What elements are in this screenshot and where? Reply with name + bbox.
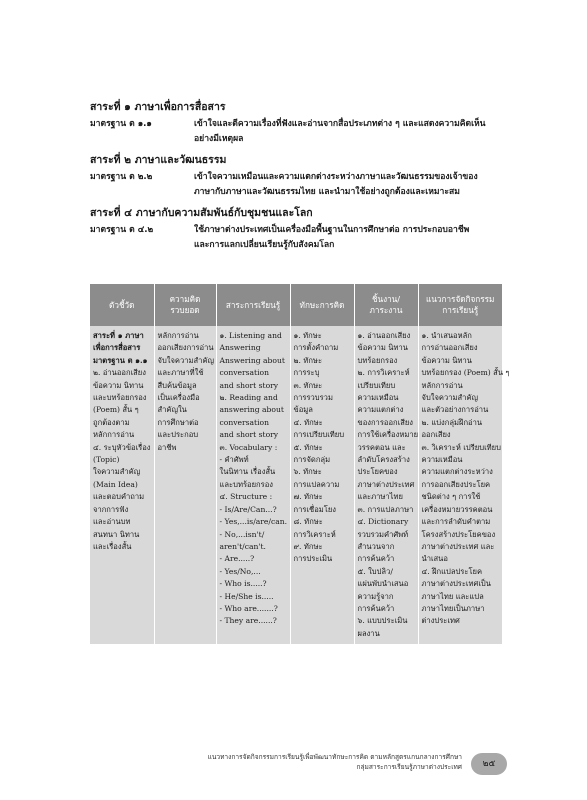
footer-line: แนวทางการจัดกิจกรรมการเรียนรู้เพื่อพัฒนาทักษะการคิด ตามหลักสูตรแกนกลางการศึกษา [207,753,462,761]
strand-heading-3: สาระที่ ๔ ภาษากับความสัมพันธ์กับชุมชนและโลก [90,207,313,219]
cell-line: จับใจความสำคัญ [421,393,478,403]
cell-line: แผ่นพับนำเสนอ [357,579,409,589]
cell-line: ผลงาน [357,628,380,638]
cell-line: และบทร้อยกรอง [93,393,147,403]
header-line: แนวการจัดกิจกรรม [426,294,495,304]
header-workpiece [354,284,418,326]
cell-line: วรรคตอน และ [357,442,406,452]
cell-line: and short story [219,430,279,440]
cell-line: หลักการอ่าน [93,430,135,440]
cell-line: ข้อความ นิทาน [93,380,144,390]
cell-line: ๒. ทักษะ [293,355,323,365]
page-number: ๒๕ [471,753,507,775]
cell-line: ๗. ทักษะ [293,492,323,502]
cell-line: - No,...isn't/ [219,529,265,539]
cell-line: ความเหมือน [421,455,463,465]
cell-line: การรวบรวม [293,393,333,403]
table-row [90,326,502,644]
cell-line: การค้นคว้า [357,603,395,613]
cell-line: ๓. ทักษะ [293,380,323,390]
cell-line: answering about [219,405,284,415]
cell-line: การเปรียบเทียบ [293,430,345,440]
cell-line: บทร้อยกรอง (Poem) สั้น ๆ [421,368,510,378]
curriculum-table [90,284,510,644]
cell-line: - Who are.......? [219,603,278,613]
cell-line: สาระที่ ๑ ภาษา [93,331,144,340]
cell-line: การเชื่อมโยง [293,504,336,514]
cell-line: ภาษาไทยเป็นภาษา [421,603,485,613]
standard-line: และการแลกเปลี่ยนเรียนรู้กับสังคมโลก [194,240,335,250]
cell-line: ๒. อ่านออกเสียง [93,368,146,378]
cell-line: ในนิทาน เรื่องสั้น [219,467,276,477]
cell-line: (Poem) สั้น ๆ [93,405,139,415]
header-activities [418,284,502,326]
cell-line: รวบรวมคำศัพท์ [357,529,409,539]
cell-line: และอ่านบท [93,517,131,527]
cell-line: และตัวอย่างการอ่าน [421,405,489,415]
cell-line: การใช้เครื่องหมาย [357,430,419,440]
cell-line: ภาษาต่างประเทศเป็น [421,579,491,589]
standard-text [194,117,502,147]
workpiece-cell [354,326,418,644]
cell-line: ๖. ทักษะ [293,467,322,477]
cell-line: ๒. การวิเคราะห์ [357,368,410,378]
cell-line: - Yes/No,... [219,566,261,576]
cell-line: การแปลความ [293,479,340,489]
cell-line: การจัดกลุ่ม [293,455,331,465]
standard-1 [90,117,502,147]
cell-line: - Yes,...is/are/can. [219,517,288,527]
cell-line: สนทนา นิทาน [93,529,140,539]
cell-line: และตอบคำถาม [93,492,145,502]
strand-heading-1: สาระที่ ๑ ภาษาเพื่อการสื่อสาร [90,101,226,113]
cell-line: สำคัญใน [157,405,187,415]
standards-section [90,100,502,253]
cell-line: หลักการอ่าน [421,380,463,390]
cell-line: ๒. Reading and [219,393,278,403]
cell-line: ข้อความ นิทาน [421,355,472,365]
cell-line: (Topic) [93,455,120,465]
cell-line: การวิเคราะห์ [293,529,336,539]
cell-line: ๑. อ่านออกเสียง [357,331,411,340]
cell-line: การศึกษาต่อ [157,417,199,427]
cell-line: เครื่องหมายวรรคตอน [421,504,493,514]
cell-line: เพื่อการสื่อสาร [93,343,141,353]
cell-line: ข้อความ นิทาน [357,343,408,353]
cell-line: ๑. นำเสนอหลัก [421,331,472,340]
standard-text [194,223,502,253]
cell-line: และภาษาที่ใช้ [157,368,204,378]
cell-line: ลำดับโครงสร้าง [357,455,410,465]
cell-line: ภาษาต่างประเทศ [357,479,415,489]
cell-line: สืบค้นข้อมูล [157,380,197,390]
cell-line: ความแตกต่างระหว่าง [421,467,493,477]
cell-line: อาชีพ [157,442,177,452]
standard-text [194,170,502,200]
cell-line: เป็นเครื่องมือ [157,393,200,403]
cell-line: บทร้อยกรอง [357,355,398,365]
cell-line: ๙. ทักษะ [293,541,323,551]
standard-line: เข้าใจและตีความเรื่องที่ฟังและอ่านจากสื่อประเภทต่าง ๆ และแสดงความคิดเห็น [194,119,486,129]
cell-line: ๔. ระบุหัวข้อเรื่อง [93,442,151,452]
cell-line: โครงสร้างประโยคของ [421,529,496,539]
header-line: ภาระงาน [369,305,403,315]
cell-line: ความแตกต่าง [357,405,404,415]
cell-line: and short story [219,380,279,390]
cell-line: การตั้งคำถาม [293,343,339,353]
cell-line: ๓. วิเคราะห์ เปรียบเทียบ [421,442,501,452]
cell-line: ๓. Vocabulary : [219,442,278,452]
learning-content-cell [216,326,290,644]
standard-label: มาตรฐาน ต ๔.๒ [90,225,154,235]
cell-line: ความรู้จาก [357,591,394,601]
cell-line: - He/She is..... [219,591,274,601]
header-line: ชิ้นงาน/ [371,294,401,304]
header-indicator [90,284,154,326]
cell-line: ประโยคของ [357,467,398,477]
cell-line: และประกอบ [157,430,199,440]
cell-line: สำนวนจาก [357,541,395,551]
header-line: ความคิด [169,294,201,304]
standard-label: มาตรฐาน ต ๒.๒ [90,172,153,182]
cell-line: ๔. ฝึกแปลประโยค [421,566,483,576]
cell-line: - They are......? [219,616,277,626]
cell-line: และบทร้อยกรอง [219,479,273,489]
cell-line: ๕. ใบปลิว/ [357,566,393,576]
cell-line: มาตรฐาน ต ๑.๑ [93,355,148,365]
cell-line: ๑. Listening and [219,331,282,340]
standard-line: ภาษากับภาษาและวัฒนธรรมไทย และนำมาใช้อย่างถูกต้องและเหมาะสม [194,187,460,197]
cell-line: การประเมิน [293,554,333,564]
cell-line: ๕. ทักษะ [293,442,323,452]
page-footer [200,752,462,772]
cell-line: ใจความสำคัญ [93,467,141,477]
cell-line: ภาษาไทย และแปล [421,591,484,601]
cell-line: ๔. Dictionary [357,517,409,527]
header-content [216,284,290,326]
cell-line: - Is/Are/Can...? [219,504,277,514]
cell-line: การค้นคว้า [357,554,395,564]
cell-line: ๔. ทักษะ [293,417,323,427]
cell-line: ข้อมูล [293,405,313,415]
cell-line: การออกเสียงประโยค [421,479,491,489]
cell-line: จากการฟัง [93,504,129,514]
header-skills [290,284,354,326]
cell-line: และเรื่องสั้น [93,541,132,551]
standard-line: อย่างมีเหตุผล [194,134,244,144]
cell-line: Answering about [219,355,285,365]
strand-heading-2: สาระที่ ๒ ภาษาและวัฒนธรรม [90,154,227,166]
cell-line: (Main Idea) [93,479,138,489]
cell-line: ถูกต้องตาม [93,417,130,427]
cell-line: ๘. ทักษะ [293,517,323,527]
header-concept [154,284,216,326]
cell-line: และการลำดับคำตาม [421,517,491,527]
header-line: ตัวชี้วัด [109,299,135,310]
cell-line: conversation [219,417,269,427]
cell-line: ของการออกเสียง [357,417,414,427]
cell-line: ๒. แบ่งกลุ่มฝึกอ่าน [421,417,483,427]
cell-line: - คำศัพท์ [219,455,249,465]
cell-line: นำเสนอ [421,554,448,564]
standard-line: เข้าใจความเหมือนและความแตกต่างระหว่างภาษาและวัฒนธรรมของเจ้าของ [194,172,478,182]
concept-cell [154,326,216,644]
standard-2 [90,170,502,200]
cell-line: ภาษาต่างประเทศ และ [421,541,495,551]
footer-line: กลุ่มสาระการเรียนรู้ภาษาต่างประเทศ [356,763,462,771]
cell-line: การระบุ [293,368,320,378]
cell-line: ๖. แบบประเมิน [357,616,408,626]
cell-line: และภาษาไทย [357,492,403,502]
cell-line: ต่างประเทศ [421,616,460,626]
header-line: รวบยอด [170,305,200,315]
header-line: การเรียนรู้ [442,305,479,315]
cell-line: conversation [219,368,269,378]
cell-line: ๔. Structure : [219,492,273,502]
activity-guidelines-cell [418,326,510,644]
cell-line: ความเหมือน [357,393,399,403]
cell-line: Answering [219,343,261,353]
table-header-row [90,284,502,326]
standard-line: ใช้ภาษาต่างประเทศเป็นเครื่องมือพื้นฐานในการศึกษาต่อ การประกอบอาชีพ [194,225,470,235]
header-line: สาระการเรียนรู้ [225,299,281,310]
cell-line: ๑. ทักษะ [293,331,322,340]
cell-line: - Are.....? [219,554,255,564]
cell-line: การอ่านออกเสียง [421,343,478,353]
standard-label: มาตรฐาน ต ๑.๑ [90,119,152,129]
standard-3 [90,223,502,253]
cell-line: ชนิดต่าง ๆ การใช้ [421,492,481,502]
thinking-skills-cell [290,326,354,644]
cell-line: หลักการอ่าน [157,331,199,340]
cell-line: aren't/can't. [219,541,266,551]
cell-line: ๓. การแปลภาษา [357,504,414,514]
cell-line: - Who is.....? [219,579,267,589]
cell-line: จับใจความสำคัญ [157,355,214,365]
indicator-cell [90,326,154,644]
cell-line: เปรียบเทียบ [357,380,396,390]
cell-line: ออกเสียง [421,430,451,440]
cell-line: ออกเสียงการอ่าน [157,343,214,353]
header-line: ทักษะการคิด [299,299,345,310]
